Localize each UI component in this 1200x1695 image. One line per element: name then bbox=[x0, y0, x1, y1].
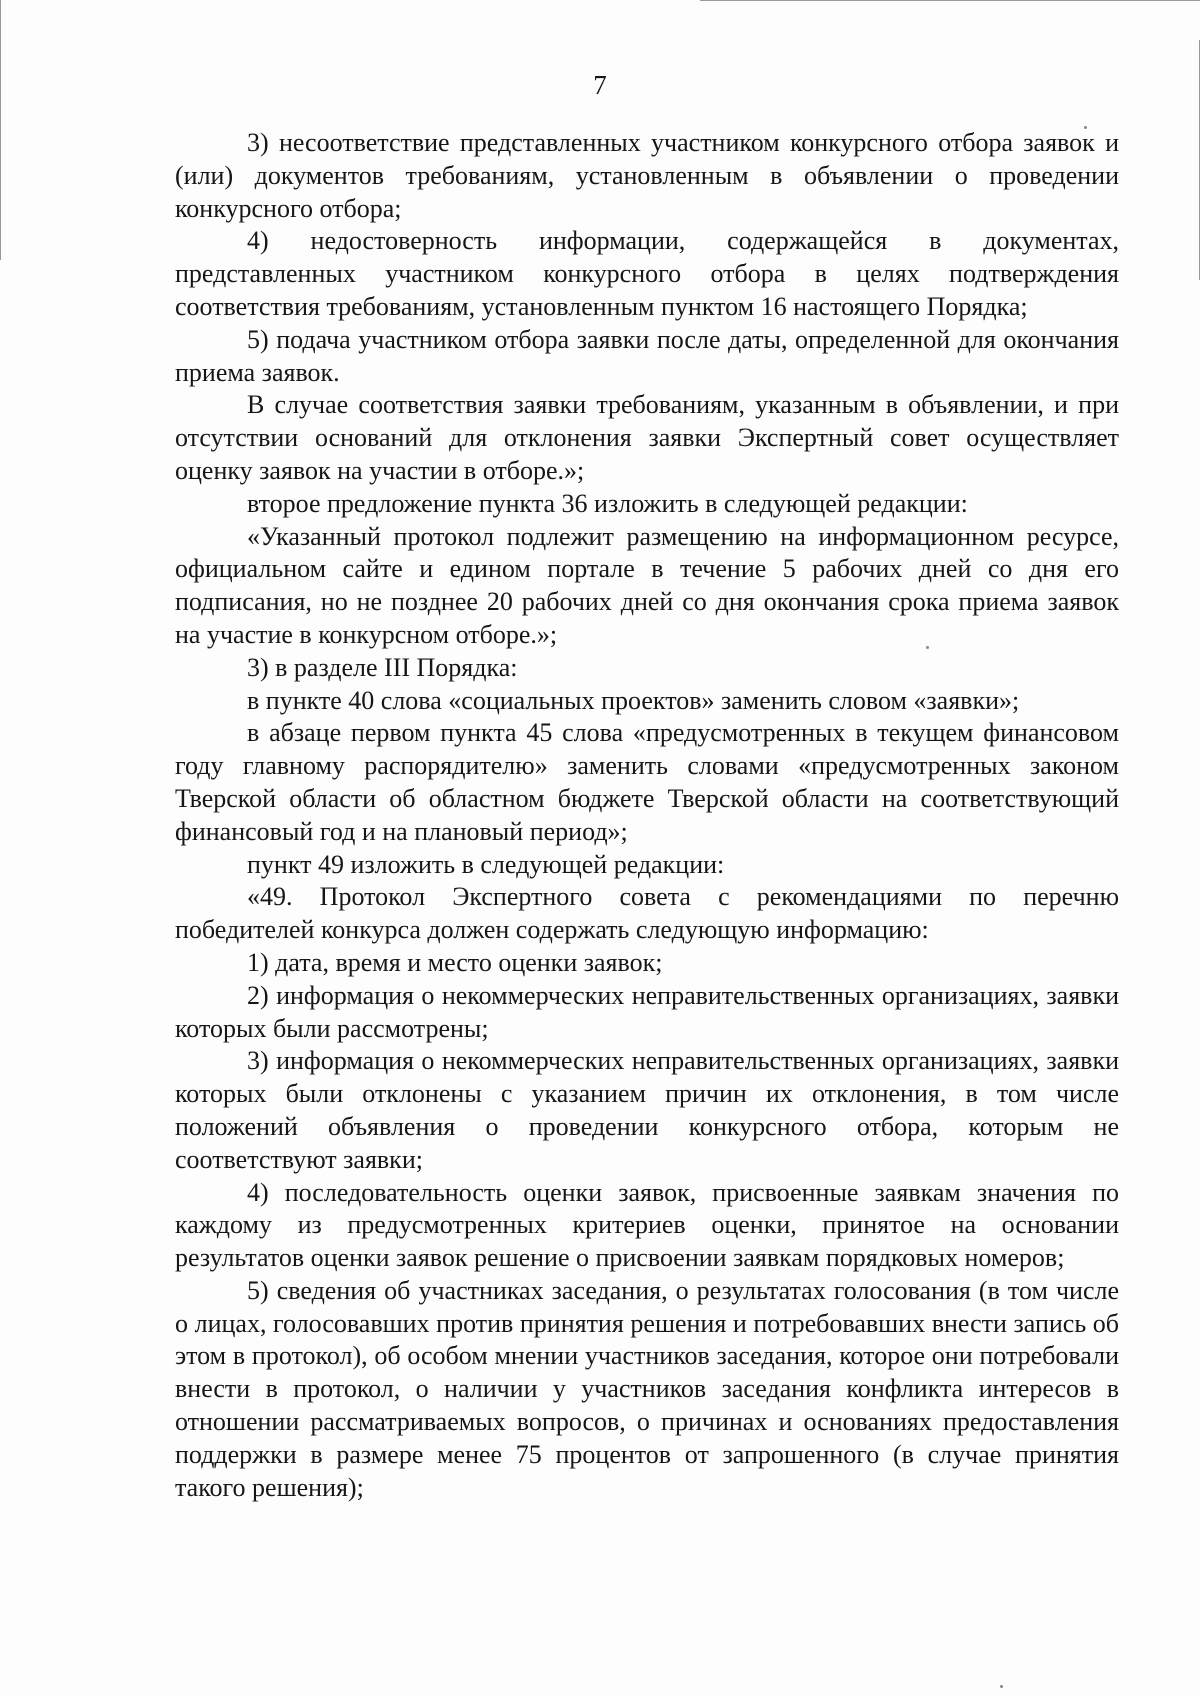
paragraph: 2) информация о некоммерческих неправительственных организациях, заявки которых были рассмотрены; bbox=[175, 980, 1119, 1043]
page-number: 7 bbox=[593, 70, 607, 100]
paragraph: второе предложение пункта 36 изложить в следующей редакции: bbox=[247, 488, 968, 518]
paragraph: «Указанный протокол подлежит размещению на информационном ресурсе, официальном сайте и едином портале в течение 5 рабочих дней со дня его подписания, но не позднее 20 рабочих дней со дня окончания срока приема заявок на участие в конкурсном отборе.»; bbox=[175, 521, 1119, 649]
paragraph: 5) сведения об участниках заседания, о результатах голосования (в том числе о лицах, голосовавших против принятия решения и потребовавших внести запись об этом в протокол), об особом мнении участников заседания, которое они потребовали внести в протокол, о наличии у участников заседания конфликта интересов в отношении рассматриваемых вопросов, о причинах и основаниях предоставления поддержки в размере менее 75 процентов от запрошенного (в случае принятия такого решения); bbox=[175, 1275, 1119, 1502]
scan-speck bbox=[1000, 1685, 1003, 1688]
paragraph: пункт 49 изложить в следующей редакции: bbox=[247, 849, 725, 879]
paragraph: 4) последовательность оценки заявок, присвоенные заявкам значения по каждому из предусмотренных критериев оценки, принятое на основании результатов оценки заявок решение о присвоении заявкам порядковых номеров; bbox=[175, 1177, 1119, 1273]
paragraph: в абзаце первом пункта 45 слова «предусмотренных в текущем финансовом году главному распорядителю» заменить словами «предусмотренных законом Тверской области об областном бюджете Тверской области на соответствующий финансовый год и на плановый период»; bbox=[175, 718, 1119, 846]
scan-edge-left bbox=[0, 0, 1, 260]
paragraph: В случае соответствия заявки требованиям, указанным в объявлении, и при отсутствии оснований для отклонения заявки Экспертный совет осуществляет оценку заявок на участии в отборе.»; bbox=[175, 390, 1119, 485]
paragraph: 3) несоответствие представленных участником конкурсного отбора заявок и (или) документов требованиям, установленным в объявлении о проведении конкурсного отбора; bbox=[175, 128, 1119, 223]
paragraph: 3) информация о некоммерческих неправительственных организациях, заявки которых были отклонены с указанием причин их отклонения, в том числе положений объявления о проведении конкурсного отбора, которым не соответствуют заявки; bbox=[175, 1046, 1119, 1174]
document-body bbox=[175, 127, 1119, 1504]
scan-edge-top bbox=[700, 0, 1200, 1]
paragraph: в пункте 40 слова «социальных проектов» заменить словом «заявки»; bbox=[247, 685, 1020, 715]
paragraph: 4) недостоверность информации, содержащейся в документах, представленных участником конкурсного отбора в целях подтверждения соответствия требованиям, установленным пунктом 16 настоящего Порядка; bbox=[175, 226, 1119, 321]
paragraph: 5) подача участником отбора заявки после даты, определенной для окончания приема заявок. bbox=[175, 324, 1119, 387]
paragraph: 3) в разделе III Порядка: bbox=[247, 652, 518, 682]
paragraph: «49. Протокол Экспертного совета с рекомендациями по перечню победителей конкурса должен содержать следующую информацию: bbox=[175, 882, 1119, 945]
paragraph: 1) дата, время и место оценки заявок; bbox=[247, 947, 663, 977]
